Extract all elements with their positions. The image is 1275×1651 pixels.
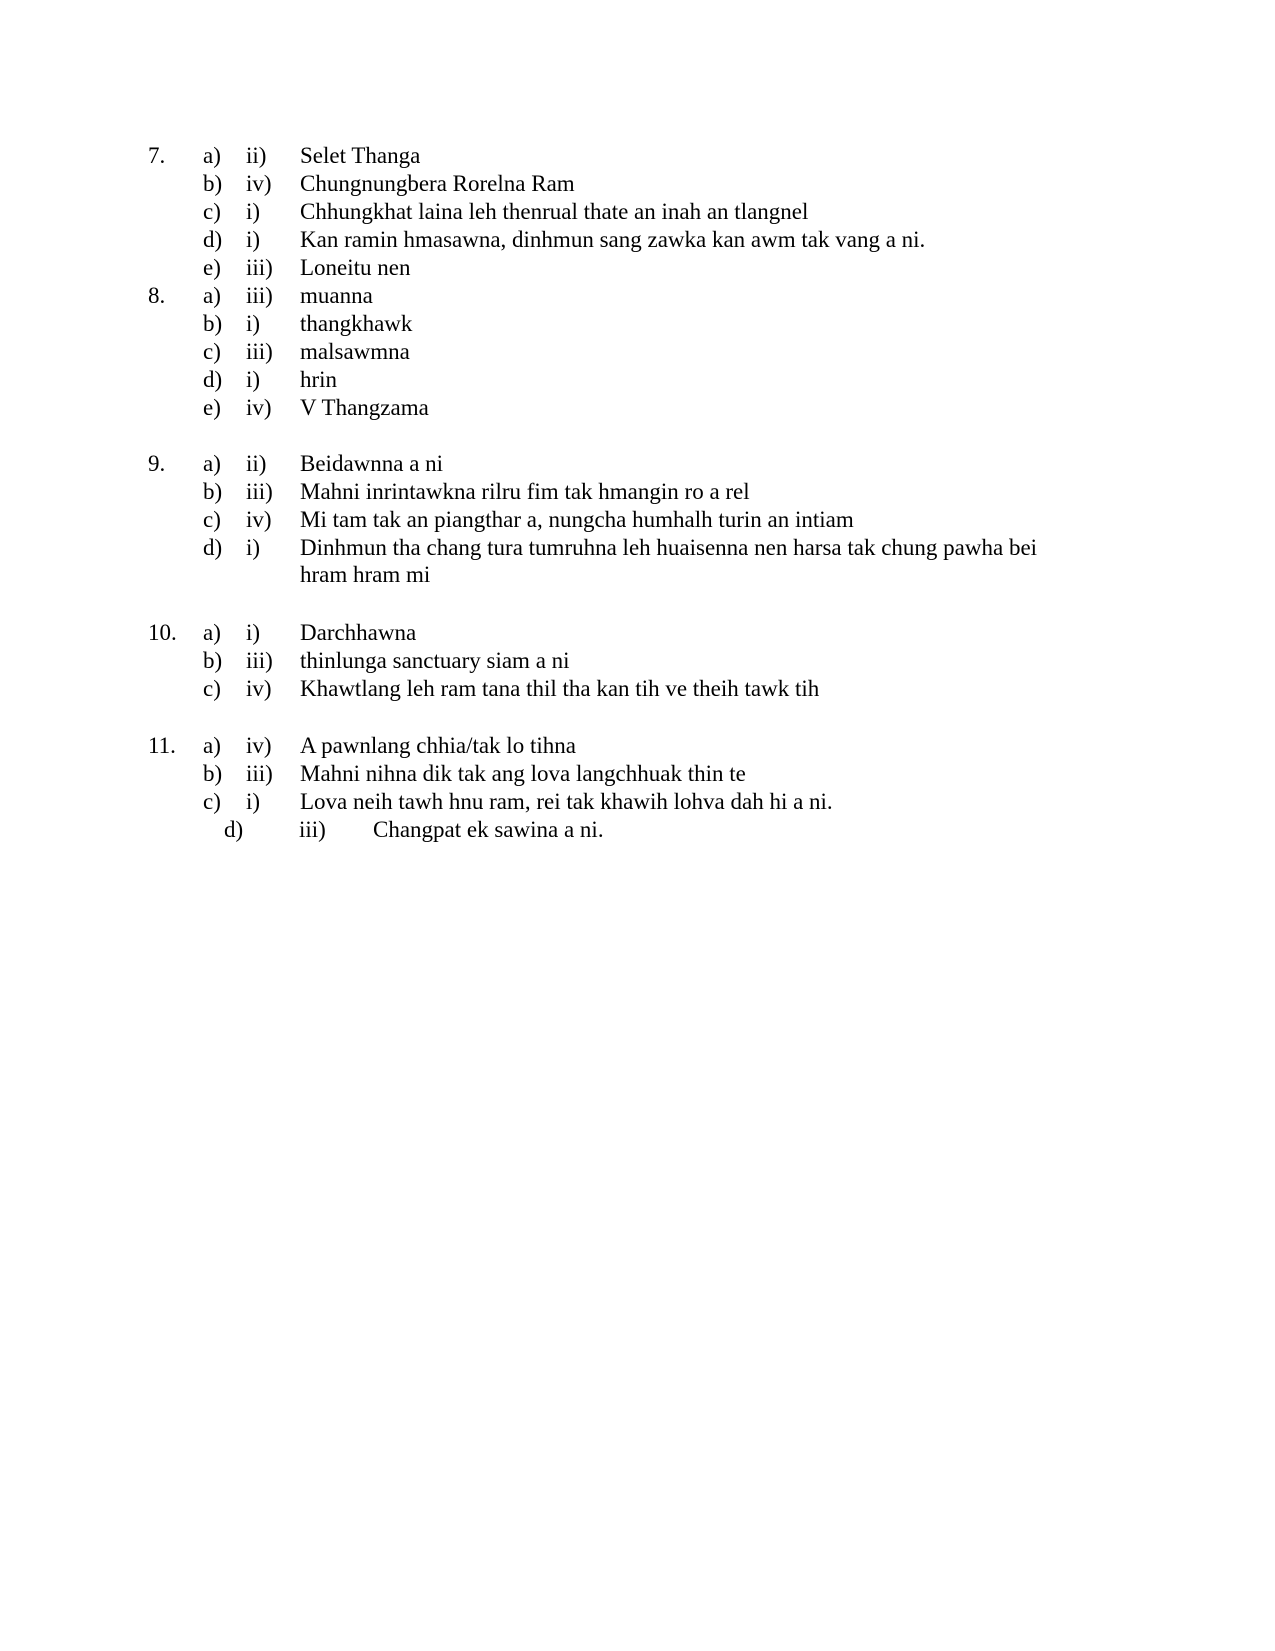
answer-text: Beidawnna a ni — [300, 451, 444, 476]
answer-text: Mi tam tak an piangthar a, nungcha humhalh turin an intiam — [300, 507, 854, 532]
question-number: 9. — [148, 451, 166, 476]
item-letter: c) — [203, 507, 221, 532]
item-letter: e) — [203, 255, 221, 280]
item-letter: d) — [224, 817, 244, 842]
option-numeral: iii) — [246, 479, 273, 504]
option-numeral: ii) — [246, 451, 267, 476]
answer-text: Chhungkhat laina leh thenrual thate an inah an tlangnel — [300, 199, 809, 224]
item-letter: a) — [203, 733, 221, 758]
item-letter: b) — [203, 171, 223, 196]
option-numeral: iii) — [246, 761, 273, 786]
item-letter: c) — [203, 676, 221, 701]
answer-text: malsawmna — [300, 339, 410, 364]
answer-text: Chungnungbera Rorelna Ram — [300, 171, 575, 196]
item-letter: b) — [203, 479, 223, 504]
answer-text: Dinhmun tha chang tura tumruhna leh huaisenna nen harsa tak chung pawha bei — [300, 535, 1038, 560]
answer-text: Changpat ek sawina a ni. — [373, 817, 604, 842]
option-numeral: iv) — [246, 171, 272, 196]
answer-text: thinlunga sanctuary siam a ni — [300, 648, 570, 673]
option-numeral: iii) — [299, 817, 326, 842]
item-letter: d) — [203, 535, 223, 560]
option-numeral: i) — [246, 620, 261, 645]
option-numeral: ii) — [246, 143, 267, 168]
option-numeral: i) — [246, 227, 261, 252]
option-numeral: i) — [246, 789, 261, 814]
answer-text: A pawnlang chhia/tak lo tihna — [300, 733, 576, 758]
item-letter: d) — [203, 227, 223, 252]
item-letter: c) — [203, 789, 221, 814]
option-numeral: i) — [246, 199, 261, 224]
answer-text: Khawtlang leh ram tana thil tha kan tih ve theih tawk tih — [300, 676, 820, 701]
answer-text: V Thangzama — [300, 395, 429, 420]
item-letter: a) — [203, 283, 221, 308]
answer-text: hrin — [300, 367, 338, 392]
question-number: 10. — [148, 620, 177, 645]
option-numeral: iv) — [246, 733, 272, 758]
question-number: 11. — [148, 733, 176, 758]
answer-text: Loneitu nen — [300, 255, 411, 280]
item-letter: e) — [203, 395, 221, 420]
option-numeral: iv) — [246, 507, 272, 532]
item-letter: a) — [203, 620, 221, 645]
option-numeral: iv) — [246, 676, 272, 701]
answer-text: thangkhawk — [300, 311, 413, 336]
option-numeral: i) — [246, 535, 261, 560]
item-letter: b) — [203, 311, 223, 336]
item-letter: c) — [203, 199, 221, 224]
option-numeral: iii) — [246, 283, 273, 308]
question-number: 8. — [148, 283, 166, 308]
answer-text: Kan ramin hmasawna, dinhmun sang zawka kan awm tak vang a ni. — [300, 227, 926, 252]
answer-text: Mahni nihna dik tak ang lova langchhuak thin te — [300, 761, 746, 786]
answer-text: Darchhawna — [300, 620, 417, 645]
question-number: 7. — [148, 143, 166, 168]
item-letter: b) — [203, 761, 223, 786]
item-letter: d) — [203, 367, 223, 392]
option-numeral: i) — [246, 311, 261, 336]
item-letter: b) — [203, 648, 223, 673]
answer-text: Lova neih tawh hnu ram, rei tak khawih lohva dah hi a ni. — [300, 789, 833, 814]
option-numeral: iii) — [246, 648, 273, 673]
item-letter: c) — [203, 339, 221, 364]
item-letter: a) — [203, 451, 221, 476]
item-letter: a) — [203, 143, 221, 168]
answer-text-continuation: hram hram mi — [300, 562, 431, 587]
option-numeral: i) — [246, 367, 261, 392]
answer-text: Mahni inrintawkna rilru fim tak hmangin ro a rel — [300, 479, 750, 504]
option-numeral: iii) — [246, 339, 273, 364]
answer-text: Selet Thanga — [300, 143, 421, 168]
answer-text: muanna — [300, 283, 373, 308]
option-numeral: iii) — [246, 255, 273, 280]
option-numeral: iv) — [246, 395, 272, 420]
